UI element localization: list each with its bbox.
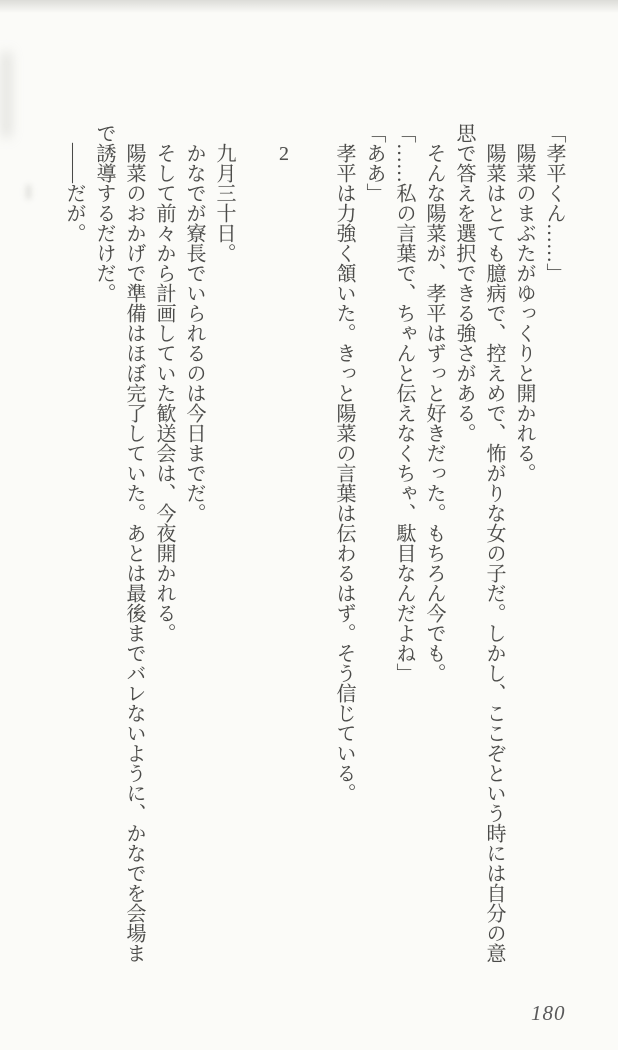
- paragraph: 「……私の言葉で、ちゃんと伝えなくちゃ、駄目なんだよね」: [393, 123, 415, 683]
- section-number: 2: [273, 143, 295, 165]
- paragraph: 九月三十日。: [213, 143, 235, 263]
- paragraph: ――だが。: [63, 143, 85, 243]
- paragraph: 陽菜のまぶたがゆっくりと開かれる。: [513, 143, 535, 483]
- page-number: 180: [531, 1001, 566, 1025]
- paragraph: 陽菜のおかげで準備はほぼ完了していた。あとは最後までバレないように、かなでを会場まで誘導するだけだ。: [93, 123, 145, 963]
- scan-smudge-left: [3, 52, 10, 137]
- paragraph: 「ああ」: [363, 123, 385, 203]
- paragraph: そんな陽菜が、孝平はずっと好きだった。もちろん今でも。: [423, 143, 445, 683]
- paragraph: そして前々から計画していた歓送会は、今夜開かれる。: [153, 143, 175, 643]
- paragraph: かなでが寮長でいられるのは今日までだ。: [183, 143, 205, 523]
- paragraph: 陽菜はとても臆病で、控えめで、怖がりな女の子だ。しかし、ここぞという時には自分の意思で答えを選択できる強さがある。: [453, 123, 505, 963]
- scan-edge-shadow-top: [0, 0, 618, 13]
- scan-smudge-left-small: [26, 185, 31, 199]
- paragraph: 「孝平くん……」: [543, 123, 565, 283]
- text-block: [59, 123, 569, 963]
- paragraph: 孝平は力強く頷いた。きっと陽菜の言葉は伝わるはず。そう信じている。: [333, 143, 355, 803]
